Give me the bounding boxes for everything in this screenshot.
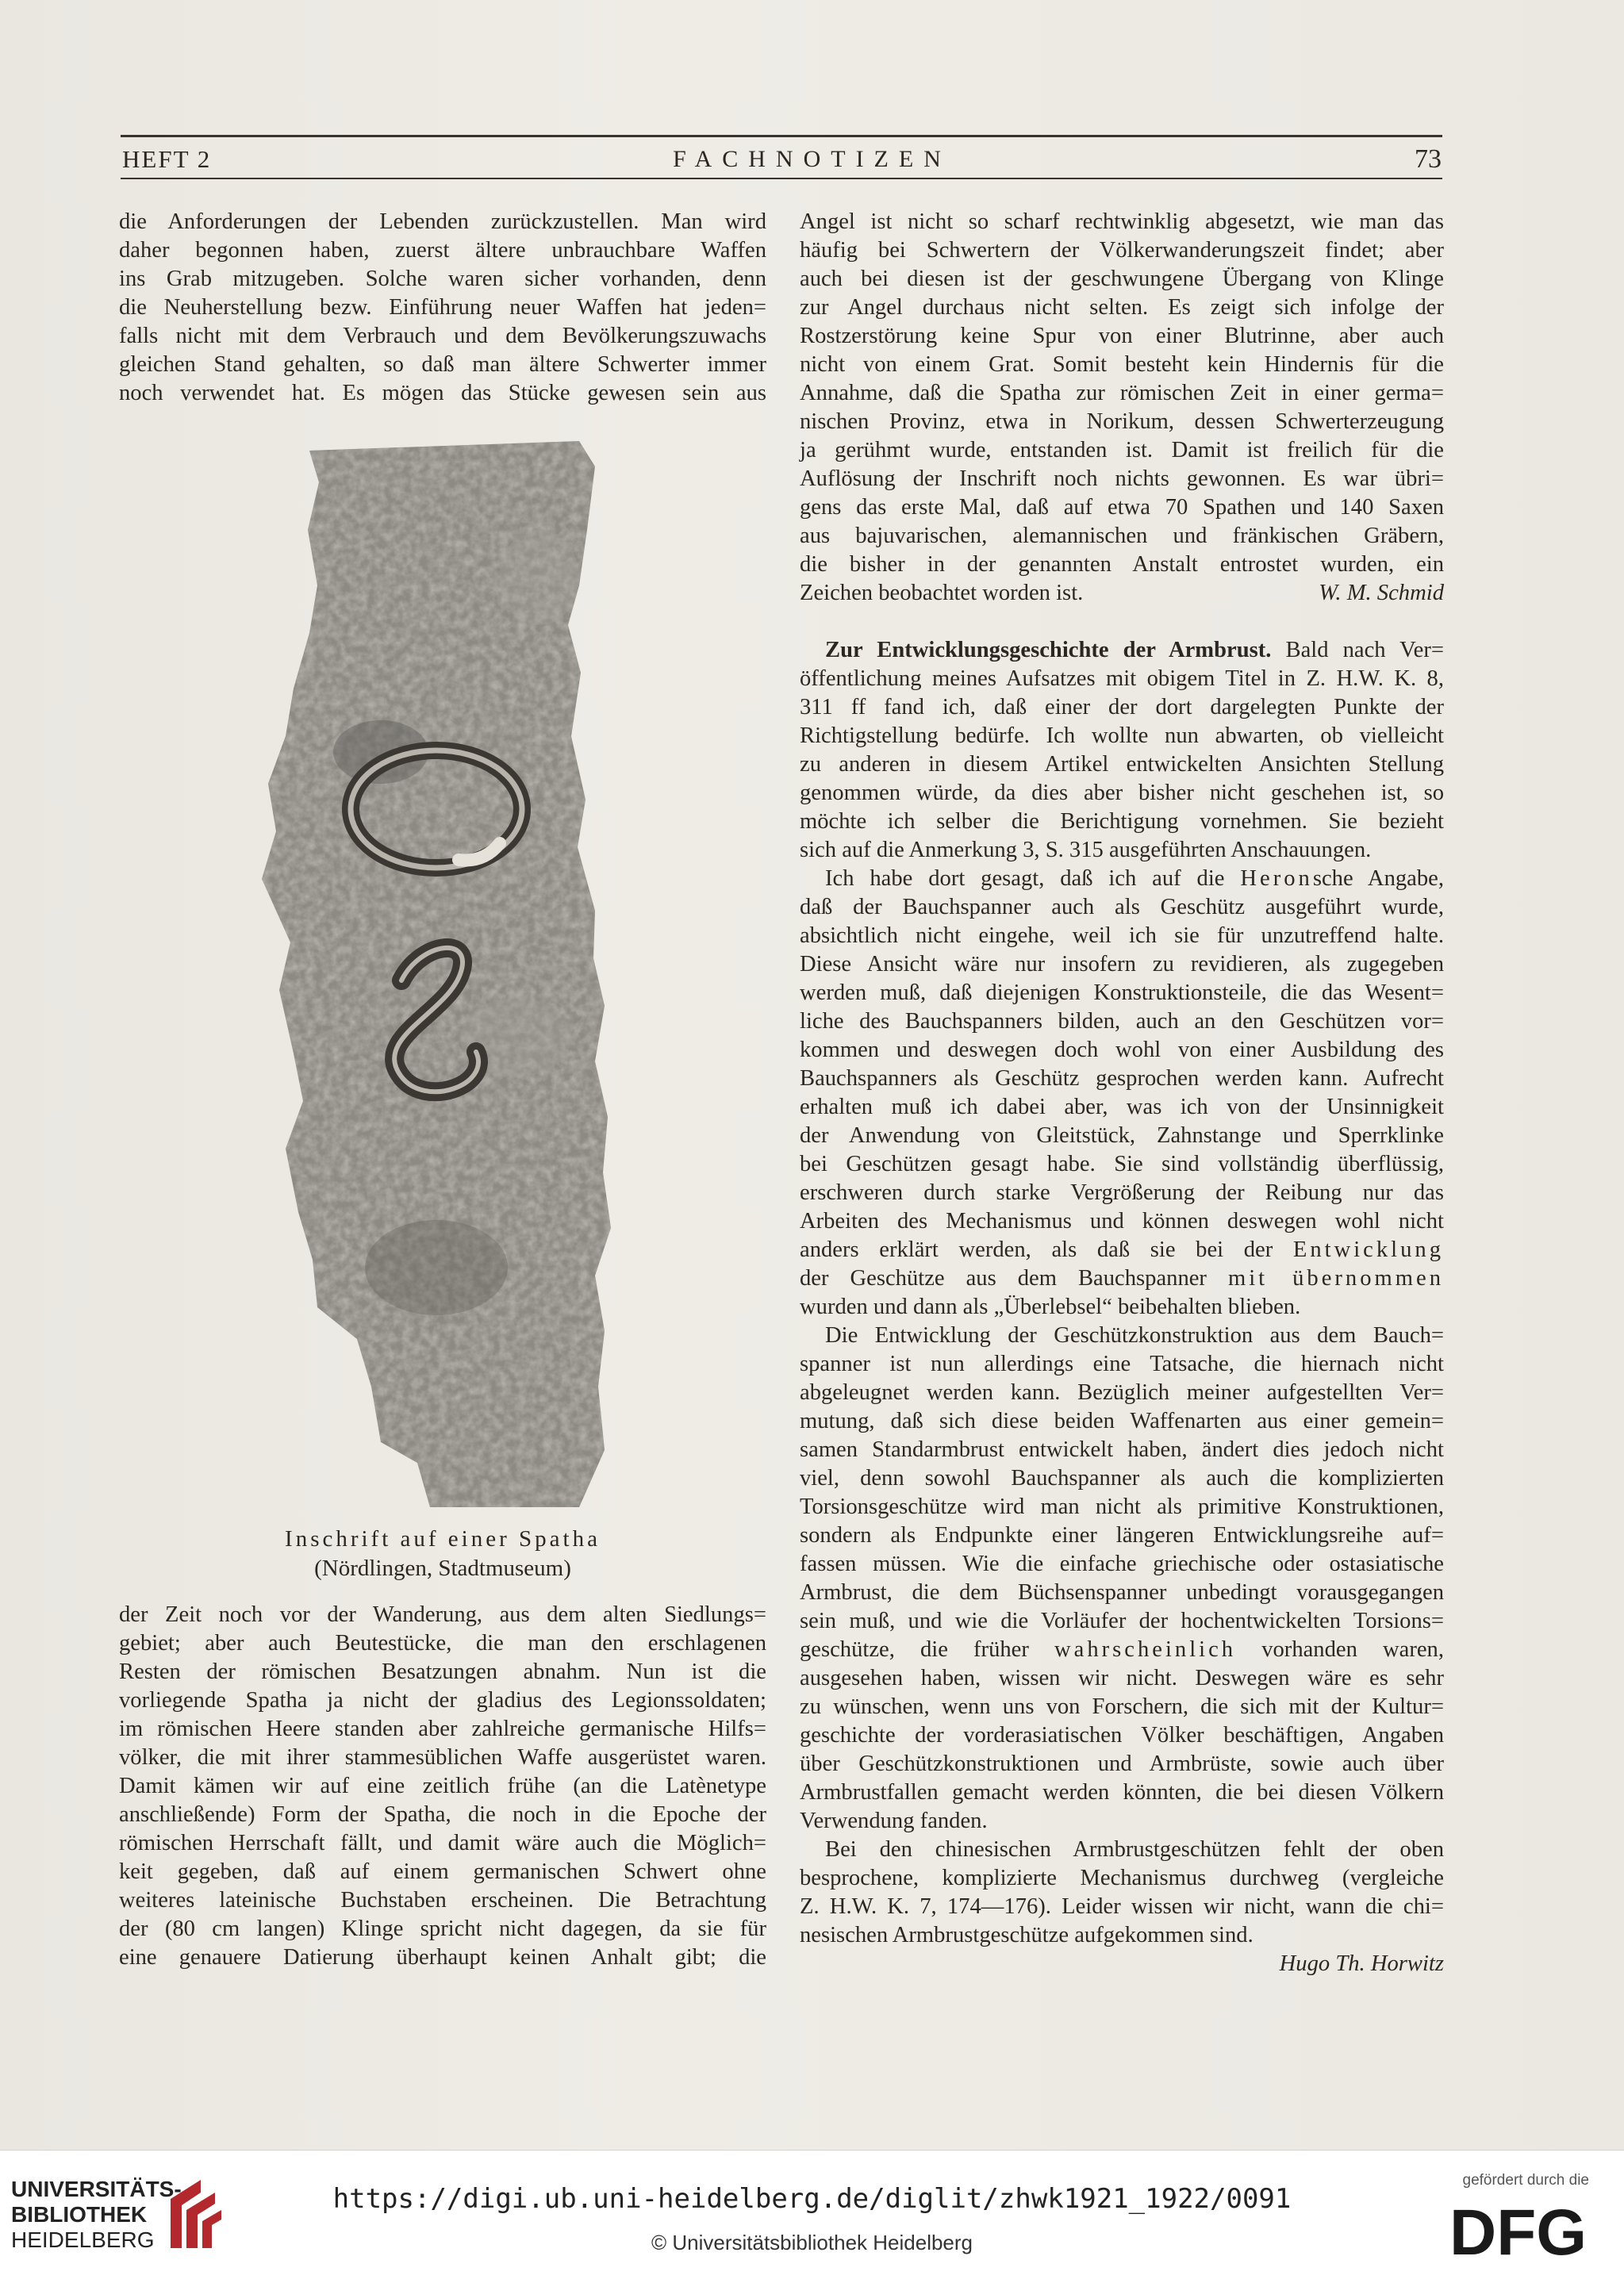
spaced-word: wahrscheinlich xyxy=(1054,1637,1237,1662)
text-line: sondern als Endpunkte einer längeren Entwicklungsreihe auf= xyxy=(800,1523,1444,1548)
text-line: besprochene, komplizierte Mechanismus durchweg (vergleiche xyxy=(800,1866,1444,1890)
text-line xyxy=(800,1636,1444,1664)
right-column xyxy=(800,208,1444,1978)
text-line xyxy=(800,1236,1444,1264)
text-span: geschütze, die früher xyxy=(800,1637,1054,1662)
text-line: auch bei diesen ist der geschwungene Übergang von Klinge xyxy=(800,267,1444,291)
text-line: erhalten muß ich dabei aber, was ich von der Unsinnigkeit xyxy=(800,1095,1444,1119)
text-line: Verwendung fanden. xyxy=(800,1809,988,1833)
text-line: sich auf die Anmerkung 3, S. 315 ausgeführten Anschauungen. xyxy=(800,838,1372,862)
text-line: gleichen Stand gehalten, so daß man ältere Schwerter immer xyxy=(119,352,766,377)
text-line: völker, die mit ihrer stammesüblichen Waffe ausgerüstet waren. xyxy=(119,1745,766,1770)
text-line: daher begonnen haben, zuerst ältere unbrauchbare Waffen xyxy=(119,238,766,263)
text-line: nesischen Armbrustgeschütze aufgekommen sind. xyxy=(800,1923,1254,1947)
text-line: öffentlichung meines Aufsatzes mit obigem Titel in Z. H.W. K. 8, xyxy=(800,666,1444,691)
text-line: Auflösung der Inschrift noch nichts gewonnen. Es war übri= xyxy=(800,466,1444,491)
article2-title: Zur Entwicklungsgeschichte der Armbrust. xyxy=(825,638,1272,662)
text-line xyxy=(800,865,1444,893)
text-line: wurden und dann als „Überlebsel“ beibehalten blieben. xyxy=(800,1295,1301,1319)
text-line: Damit kämen wir auf eine zeitlich frühe (an die Latènetype xyxy=(119,1774,766,1798)
text-line: Z. H.W. K. 7, 174—176). Leider wissen wir nicht, wann die chi= xyxy=(800,1894,1444,1919)
text-line: Bei den chinesischen Armbrustgeschützen fehlt der oben xyxy=(825,1837,1444,1862)
spaced-word: mit übernommen xyxy=(1227,1266,1444,1291)
text-line: Resten der römischen Besatzungen abnahm. Nun ist die xyxy=(119,1659,766,1684)
text-line: noch verwendet hat. Es mögen das Stücke gewesen sein aus xyxy=(119,381,766,405)
text-line: mutung, daß sich diese beiden Waffenarten aus einer gemein= xyxy=(800,1409,1444,1433)
header-rule-bottom xyxy=(121,178,1442,179)
text-line: gebiet; aber auch Beutestücke, die man den erschlagenen xyxy=(119,1631,766,1656)
section-gap xyxy=(800,608,1444,636)
text-line: erschweren durch starke Vergrößerung der Reibung nur das xyxy=(800,1180,1444,1205)
text-line: abgeleugnet werden kann. Bezüglich meiner aufgestellten Ver= xyxy=(800,1380,1444,1405)
text-line: der Zeit noch vor der Wanderung, aus dem alten Siedlungs= xyxy=(119,1602,766,1627)
article2-signature: Hugo Th. Horwitz xyxy=(1279,1951,1444,1976)
text-line: Torsionsgeschütze wird man nicht als primitive Konstruktionen, xyxy=(800,1495,1444,1519)
text-line: ausgesehen haben, wissen wir nicht. Deswegen wäre es sehr xyxy=(800,1666,1444,1690)
spaced-name: Heron xyxy=(1240,866,1313,891)
text-line: liche des Bauchspanners bilden, auch an den Geschützen vor= xyxy=(800,1009,1444,1034)
text-line: kommen und deswegen doch wohl von einer Ausbildung des xyxy=(800,1038,1444,1062)
funding-label: gefördert durch die xyxy=(1462,2172,1589,2189)
text-line: samen Standarmbrust entwickelt haben, ändert dies jedoch nicht xyxy=(800,1437,1444,1462)
article2-title-line xyxy=(800,636,1444,665)
text-line: römischen Herrschaft fällt, und damit wäre auch die Möglich= xyxy=(119,1831,766,1855)
text-line: Richtigstellung bedürfe. Ich wollte nun abwarten, ob vielleicht xyxy=(800,723,1444,748)
left-column-top xyxy=(119,208,766,408)
text-line: bei Geschützen gesagt habe. Sie sind vollständig überflüssig, xyxy=(800,1152,1444,1176)
text-line: anschließende) Form der Spatha, die noch in die Epoche der xyxy=(119,1802,766,1827)
text-line: fassen müssen. Wie die einfache griechische oder ostasiatische xyxy=(800,1552,1444,1576)
text-line: häufig bei Schwertern der Völkerwanderungszeit findet; aber xyxy=(800,238,1444,263)
text-line: die bisher in der genannten Anstalt entrostet wurden, ein xyxy=(800,552,1444,577)
text-line-last xyxy=(800,579,1444,608)
text-line xyxy=(800,1264,1444,1293)
text-line: viel, denn sowohl Bauchspanner als auch die komplizierten xyxy=(800,1466,1444,1491)
text-line: über Geschützkonstruktionen und Armbrüste, sowie auch über xyxy=(800,1752,1444,1776)
text-line: genommen würde, da dies aber bisher nicht geschehen ist, so xyxy=(800,781,1444,805)
text-line: falls nicht mit dem Verbrauch und dem Bevölkerungszuwachs xyxy=(119,324,766,348)
text-line: die Anforderungen der Lebenden zurückzustellen. Man wird xyxy=(119,209,766,234)
spaced-word: Entwicklung xyxy=(1292,1237,1444,1262)
text-span: vorhanden waren, xyxy=(1236,1637,1445,1662)
text-line: nischen Provinz, etwa in Norikum, dessen Schwerterzeugung xyxy=(800,409,1444,434)
library-name-line2: BIBLIOTHEK xyxy=(11,2202,148,2227)
text-line: daß der Bauchspanner auch als Geschütz ausgeführt wurde, xyxy=(800,895,1444,919)
text-line: der Anwendung von Gleitstück, Zahnstange und Sperrklinke xyxy=(800,1123,1444,1148)
text-line: sein muß, und wie die Vorläufer der hochentwickelten Torsions= xyxy=(800,1609,1444,1633)
caption-location: (Nördlingen, Stadtmuseum) xyxy=(314,1556,571,1581)
text-line: geschichte der vorderasiatischen Völker beschäftigen, Angaben xyxy=(800,1723,1444,1748)
text-line: vorliegende Spatha ja nicht der gladius des Legionssoldaten; xyxy=(119,1688,766,1713)
article1-last-line: Zeichen beobachtet worden ist. xyxy=(800,581,1084,605)
text-line: Annahme, daß die Spatha zur römischen Zeit in einer germa= xyxy=(800,381,1444,405)
text-line: ja gerühmt wurde, entstanden ist. Damit ist freilich für die xyxy=(800,438,1444,462)
text-span: Ich habe dort gesagt, daß ich auf die xyxy=(825,866,1241,891)
text-line: zur Angel durchaus nicht selten. Es zeigt sich infolge der xyxy=(800,295,1444,320)
caption-title: Inschrift auf einer Spatha xyxy=(285,1526,601,1552)
article2-title-rest: Bald nach Ver= xyxy=(1271,638,1445,662)
dfg-logo-text: DFG xyxy=(1449,2199,1588,2262)
running-title: FACHNOTIZEN xyxy=(673,146,951,172)
text-line: werden muß, daß diejenigen Konstruktionsteile, die das Wesent= xyxy=(800,980,1444,1005)
article1-signature: W. M. Schmid xyxy=(1319,581,1444,605)
text-line: Armbrustfallen gemacht werden könnten, die bei diesen Völkern xyxy=(800,1780,1444,1805)
text-line: aus bajuvarischen, alemannischen und fränkischen Gräbern, xyxy=(800,524,1444,548)
library-name-line3: HEIDELBERG xyxy=(11,2227,155,2252)
text-line: Bauchspanners als Geschütz gesprochen werden kann. Aufrecht xyxy=(800,1066,1444,1091)
text-span: sche Angabe, xyxy=(1312,866,1444,891)
text-line: spanner ist nun allerdings eine Tatsache, die hiernach nicht xyxy=(800,1352,1444,1376)
spatha-photograph xyxy=(262,435,627,1515)
text-line: gens das erste Mal, daß auf etwa 70 Spathen und 140 Saxen xyxy=(800,495,1444,520)
text-line: zu wünschen, wenn uns von Forschern, die sich mit der Kultur= xyxy=(800,1694,1444,1719)
text-span: der Geschütze aus dem Bauchspanner xyxy=(800,1266,1228,1291)
text-line: keit gegeben, daß auf einem germanischen Schwert ohne xyxy=(119,1859,766,1884)
library-name-line1: UNIVERSITÄTS- xyxy=(11,2177,182,2201)
text-line: Armbrust, die dem Büchsenspanner unbedingt vorausgegangen xyxy=(800,1580,1444,1605)
text-line: 311 ff fand ich, daß einer der dort dargelegten Punkte der xyxy=(800,695,1444,719)
text-line: der (80 cm langen) Klinge spricht nicht dagegen, da sie für xyxy=(119,1917,766,1941)
text-line: die Neuherstellung bezw. Einführung neuer Waffen hat jeden= xyxy=(119,295,766,320)
permalink-url[interactable]: https://digi.ub.uni-heidelberg.de/diglit/zhwk1921_1922/0091 xyxy=(332,2183,1292,2215)
issue-label: HEFT 2 xyxy=(122,145,212,173)
copyright-notice: © Universitätsbibliothek Heidelberg xyxy=(651,2231,973,2254)
figure-caption xyxy=(119,1525,766,1583)
text-line: ins Grab mitzugeben. Solche waren sicher vorhanden, denn xyxy=(119,267,766,291)
text-line: im römischen Heere standen aber zahlreiche germanische Hilfs= xyxy=(119,1717,766,1741)
text-line: Rostzerstörung keine Spur von einer Blutrinne, aber auch xyxy=(800,324,1444,348)
text-line: Diese Ansicht wäre nur insofern zu revidieren, als zugegeben xyxy=(800,952,1444,977)
text-line: weiteres lateinische Buchstaben erscheinen. Die Betrachtung xyxy=(119,1888,766,1913)
page-number: 73 xyxy=(1415,144,1442,174)
text-line: zu anderen in diesem Artikel entwickelten Ansichten Stellung xyxy=(800,752,1444,777)
text-line: Angel ist nicht so scharf rechtwinklig abgesetzt, wie man das xyxy=(800,209,1444,234)
left-column-bottom xyxy=(119,1601,766,1972)
text-span: anders erklärt werden, als daß sie bei der xyxy=(800,1237,1293,1262)
text-line: eine genauere Datierung überhaupt keinen Anhalt gibt; die xyxy=(119,1945,766,1970)
header-rule-top xyxy=(121,135,1442,137)
text-line: Arbeiten des Mechanismus und können deswegen wohl nicht xyxy=(800,1209,1444,1234)
dfg-logo[interactable] xyxy=(1449,2199,1597,2262)
text-line: absichtlich nicht eingehe, weil ich sie für unzutreffend halte. xyxy=(800,923,1444,948)
text-line: Die Entwicklung der Geschützkonstruktion aus dem Bauch= xyxy=(825,1323,1444,1348)
text-line: möchte ich selber die Berichtigung vornehmen. Sie bezieht xyxy=(800,809,1444,834)
text-line: nicht von einem Grat. Somit besteht kein Hindernis für die xyxy=(800,352,1444,377)
viewer-footer xyxy=(0,2150,1624,2283)
